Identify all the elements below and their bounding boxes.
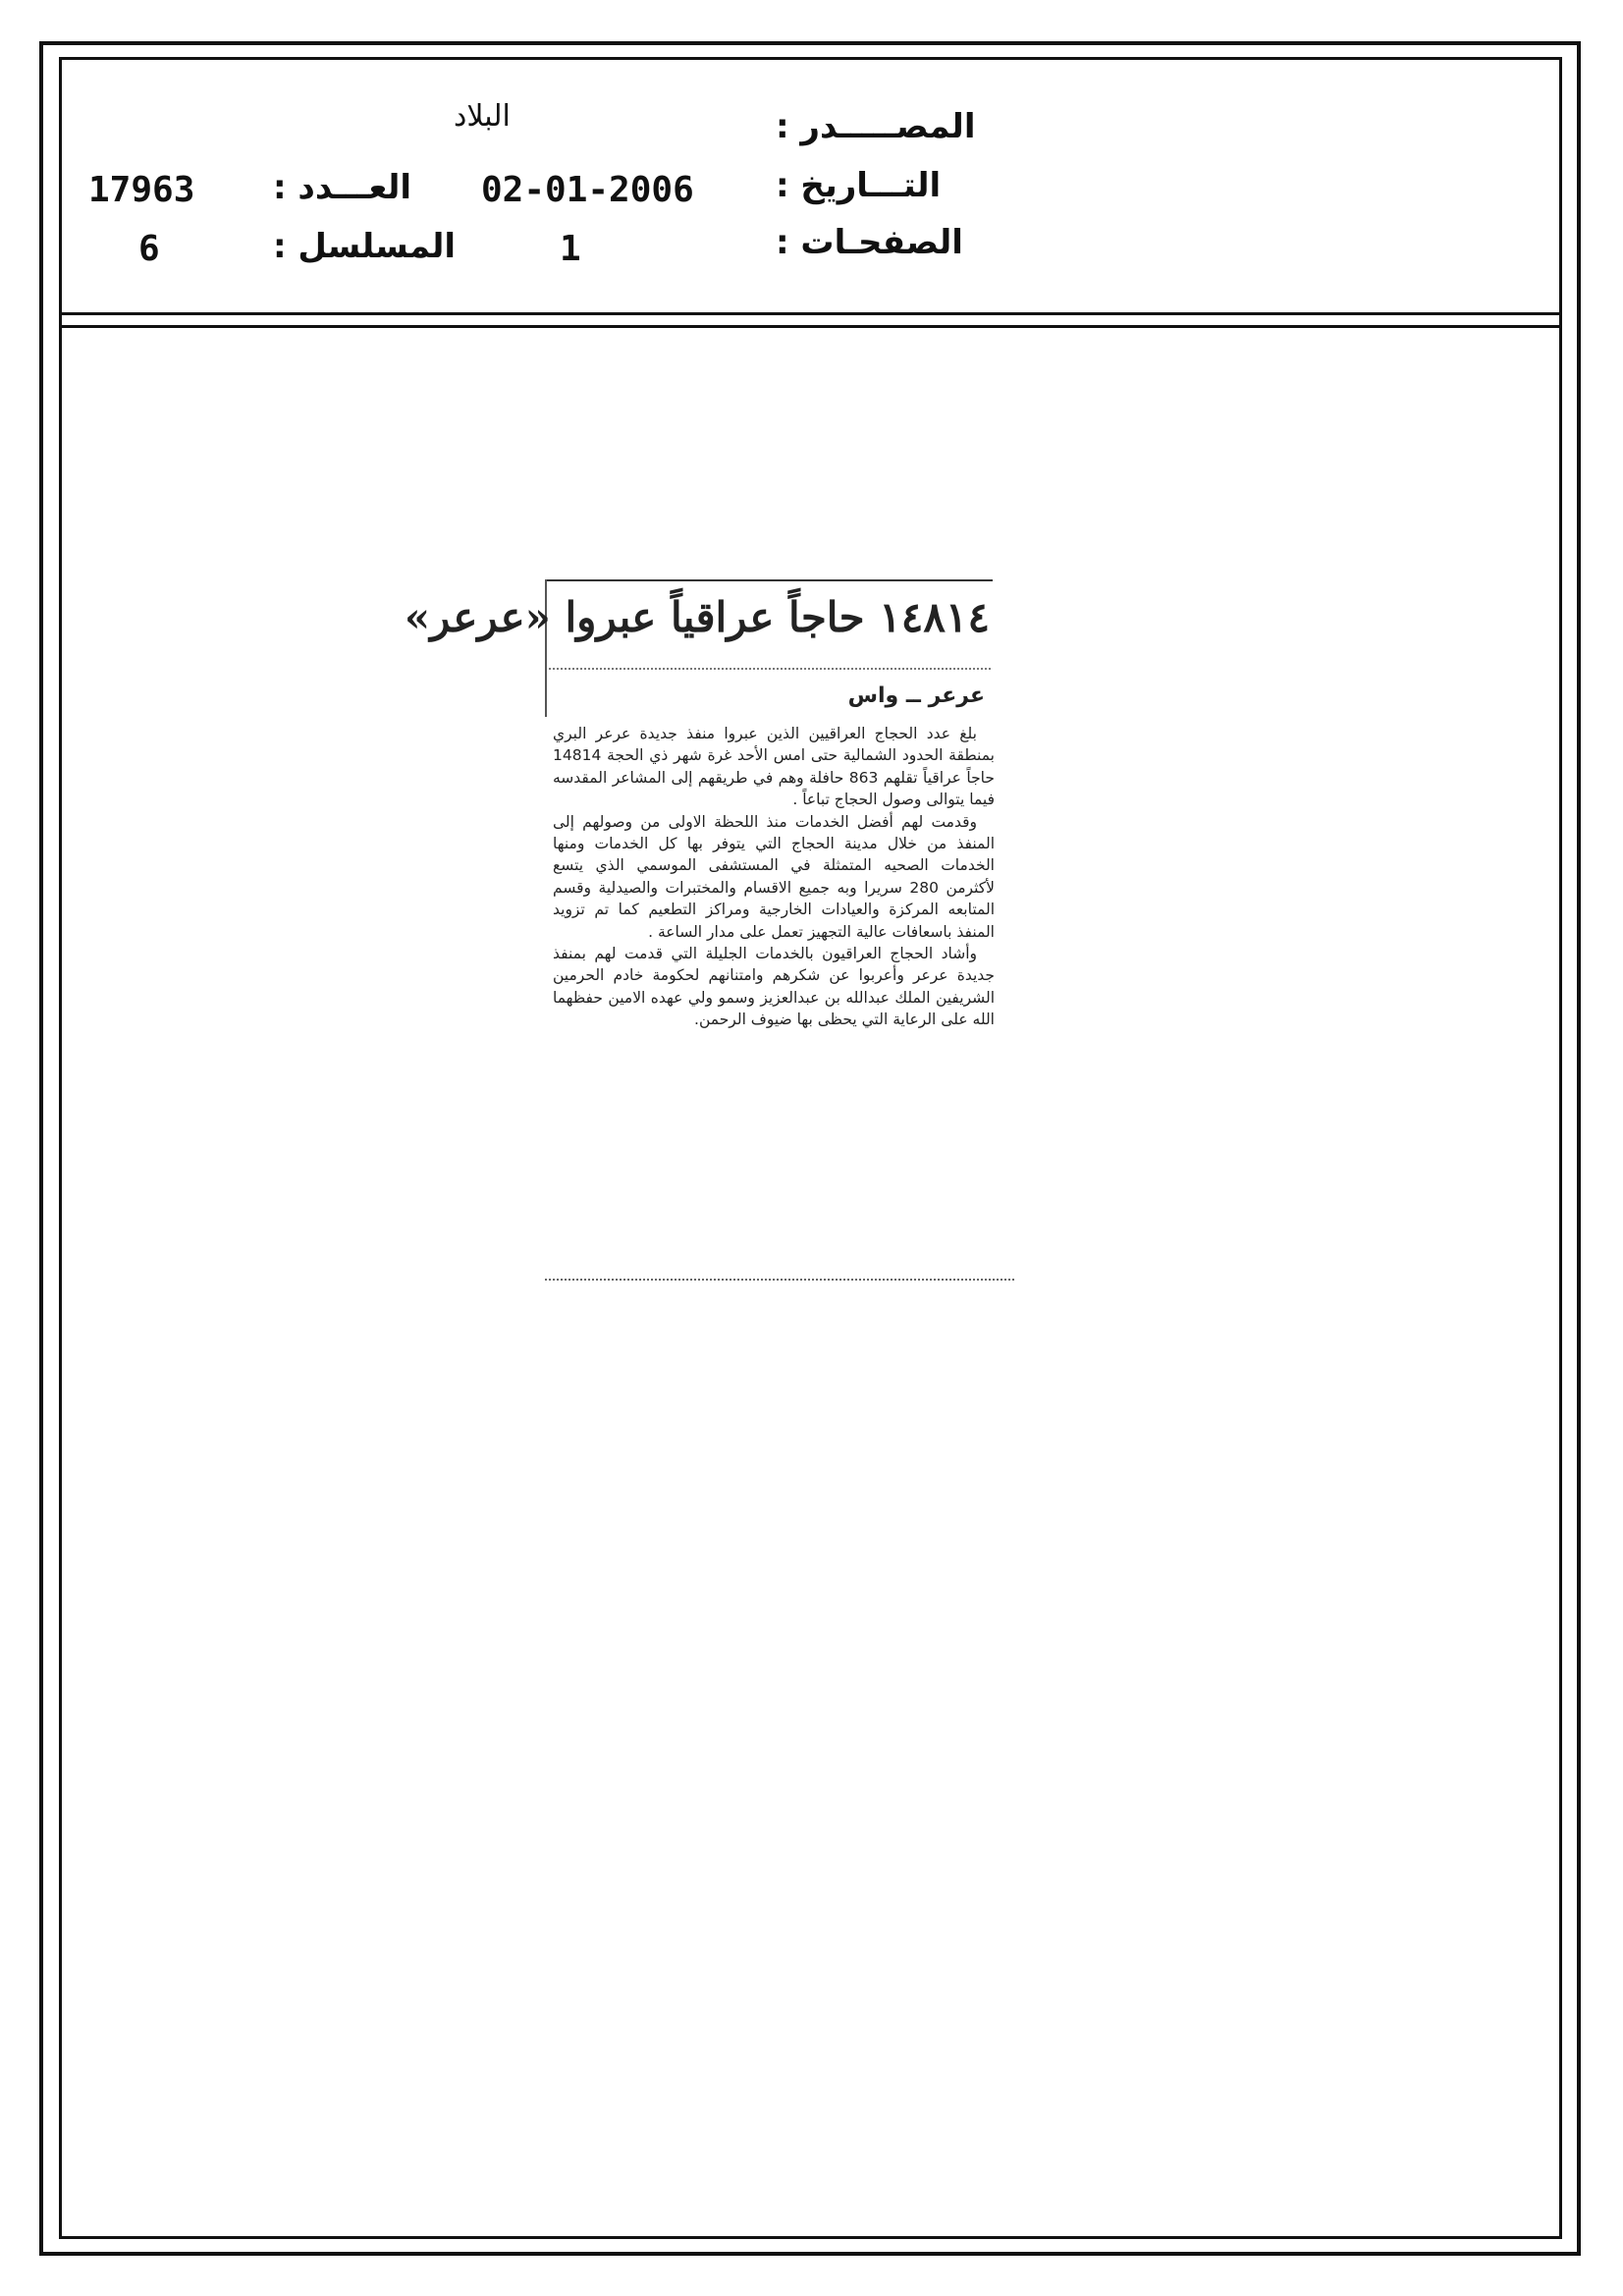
header-divider-bottom (59, 325, 1562, 328)
pages-value: 1 (560, 229, 581, 269)
article-dateline: عرعر ــ واس (847, 683, 985, 708)
pages-label: الصفحـات : (776, 223, 963, 262)
clipping-bottom-border (545, 1279, 1014, 1281)
article-paragraph: وأشاد الحجاج العراقيون بالخدمات الجليلة التي قدمت لهم بمنفذ جديدة عرعر وأعربوا عن شكرهم وامتنانهم لحكومة خادم الحرمين الشريفين الملك عبدالله بن عبدالعزيز وسمو ولي عهده الامين حفظهما الله على الرعاية التي يحظى بها ضيوف الرحمن. (553, 945, 995, 1029)
article-paragraph: وقدمت لهم أفضل الخدمات منذ اللحظة الاولى من وصولهم إلى المنفذ من خلال مدينة الحجاج التي يتوفر بها كل الخدمات ومنها الخدمات الصحيه المتمثلة في المستشفى الموسمي الذي يتسع لأكثرمن 280 سريرا وبه جميع الاقسام والمختبرات والصيدلية وقسم المتابعه المركزة والعيادات الخارجية ومراكز التطعيم كما تم تزويد المنفذ باسعافات عالية التجهيز تعمل على مدار الساعة . (553, 812, 995, 941)
header-divider-top (59, 312, 1562, 315)
article-headline: ١٤٨١٤ حاجاً عراقياً عبروا «عرعر» (404, 593, 990, 641)
clipping-top-border (545, 579, 993, 581)
source-value: البلاد (454, 99, 511, 134)
issue-value: 17963 (88, 170, 195, 210)
issue-label: العـــدد : (273, 168, 411, 207)
serial-value: 6 (138, 229, 160, 269)
headline-separator (549, 668, 991, 670)
serial-label: المسلسل : (273, 227, 457, 266)
article-body (553, 723, 995, 1031)
newspaper-clipping (404, 579, 1014, 1282)
date-value: 02-01-2006 (481, 170, 694, 210)
article-paragraph: بلغ عدد الحجاج العراقيين الذين عبروا منفذ جديدة عرعر البري بمنطقة الحدود الشمالية حتى امس الأحد غرة شهر ذي الحجة 14814 حاجاً عراقياً تقلهم 863 حافلة وهم في طريقهم إلى المشاعر المقدسه فيما يتوالى وصول الحجاج تباعاً . (553, 725, 995, 809)
date-label: التـــاريخ : (776, 166, 942, 205)
source-label: المصـــــدر : (776, 107, 976, 146)
